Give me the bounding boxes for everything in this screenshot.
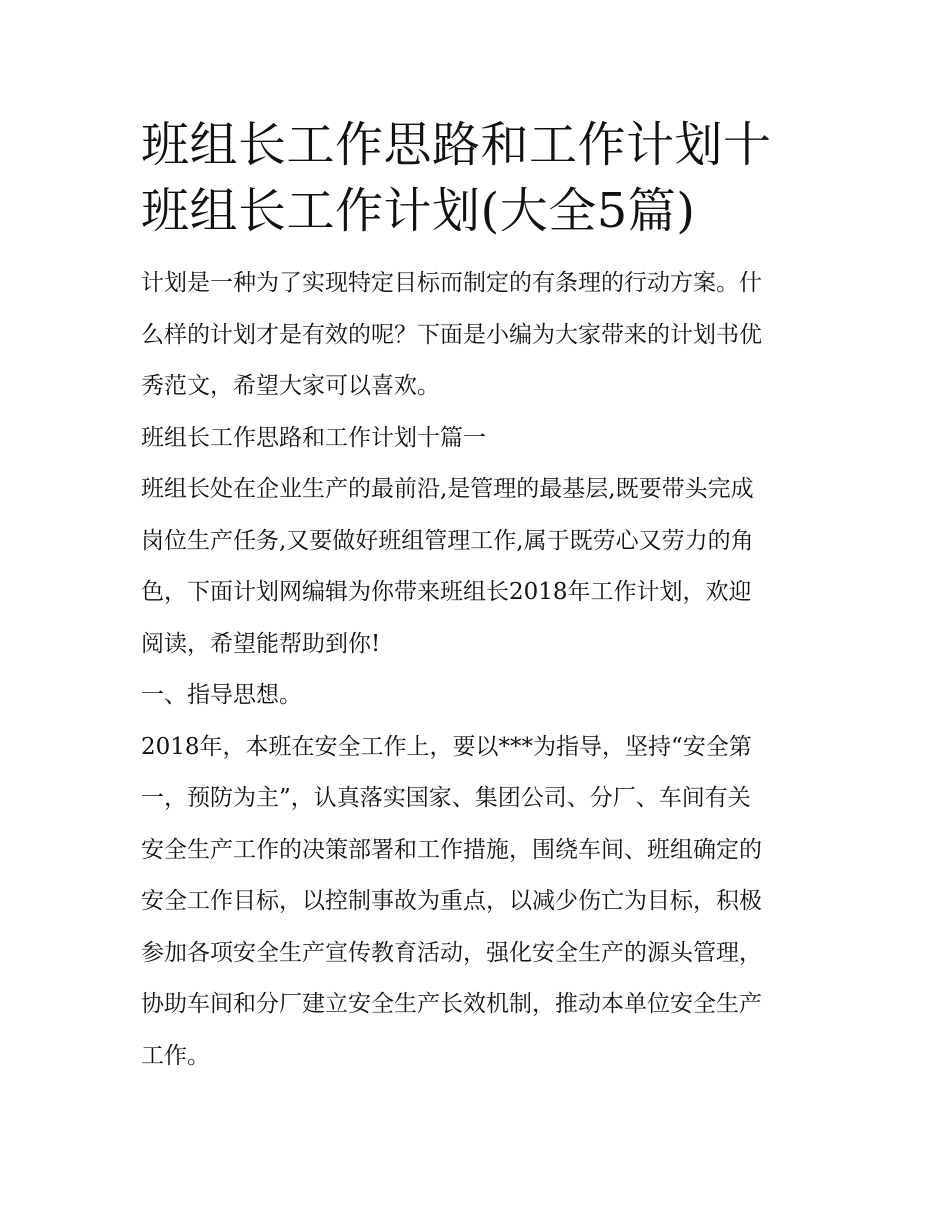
document-title <box>141 112 821 244</box>
section-heading: 班组长工作思路和工作计划十篇一 <box>141 424 486 451</box>
intro-paragraph <box>141 258 821 413</box>
paragraph-1 <box>141 464 821 670</box>
paragraph-line: 2018年，本班在安全工作上，要以***为指导，坚持“安全第 <box>141 733 752 760</box>
paragraph-line: 一，预防为主”，认真落实国家、集团公司、分厂、车间有关 <box>141 785 751 811</box>
title-line: 班组长工作思路和工作计划十 <box>141 117 772 173</box>
subheading-guiding-ideology: 一、指导思想。 <box>141 682 302 708</box>
intro-line: 计划是一种为了实现特定目标而制定的有条理的行动方案。什 <box>141 270 762 296</box>
paragraph-line: 安全生产工作的决策部署和工作措施，围绕车间、班组确定的 <box>141 836 762 863</box>
paragraph-line: 工作。 <box>141 1042 210 1069</box>
intro-line: 秀范文，希望大家可以喜欢。 <box>141 373 440 399</box>
document-page <box>141 112 821 1082</box>
document-body <box>141 258 821 1082</box>
paragraph-line: 安全工作目标，以控制事故为重点，以减少伤亡为目标，积极 <box>141 888 762 914</box>
paragraph-line: 参加各项安全生产宣传教育活动，强化安全生产的源头管理， <box>141 939 762 966</box>
intro-line: 么样的计划才是有效的呢？下面是小编为大家带来的计划书优 <box>141 321 762 348</box>
paragraph-line: 协助车间和分厂建立安全生产长效机制，推动本单位安全生产 <box>141 991 762 1017</box>
paragraph-line: 色，下面计划网编辑为你带来班组长2018年工作计划，欢迎 <box>141 579 752 605</box>
paragraph-line: 阅读，希望能帮助到你! <box>141 630 381 657</box>
title-line: 班组长工作计划(大全5篇) <box>141 183 696 239</box>
paragraph-2 <box>141 722 821 1083</box>
paragraph-line: 班组长处在企业生产的最前沿,是管理的最基层,既要带头完成 <box>141 476 754 502</box>
paragraph-line: 岗位生产任务,又要做好班组管理工作,属于既劳心又劳力的角 <box>141 527 754 554</box>
